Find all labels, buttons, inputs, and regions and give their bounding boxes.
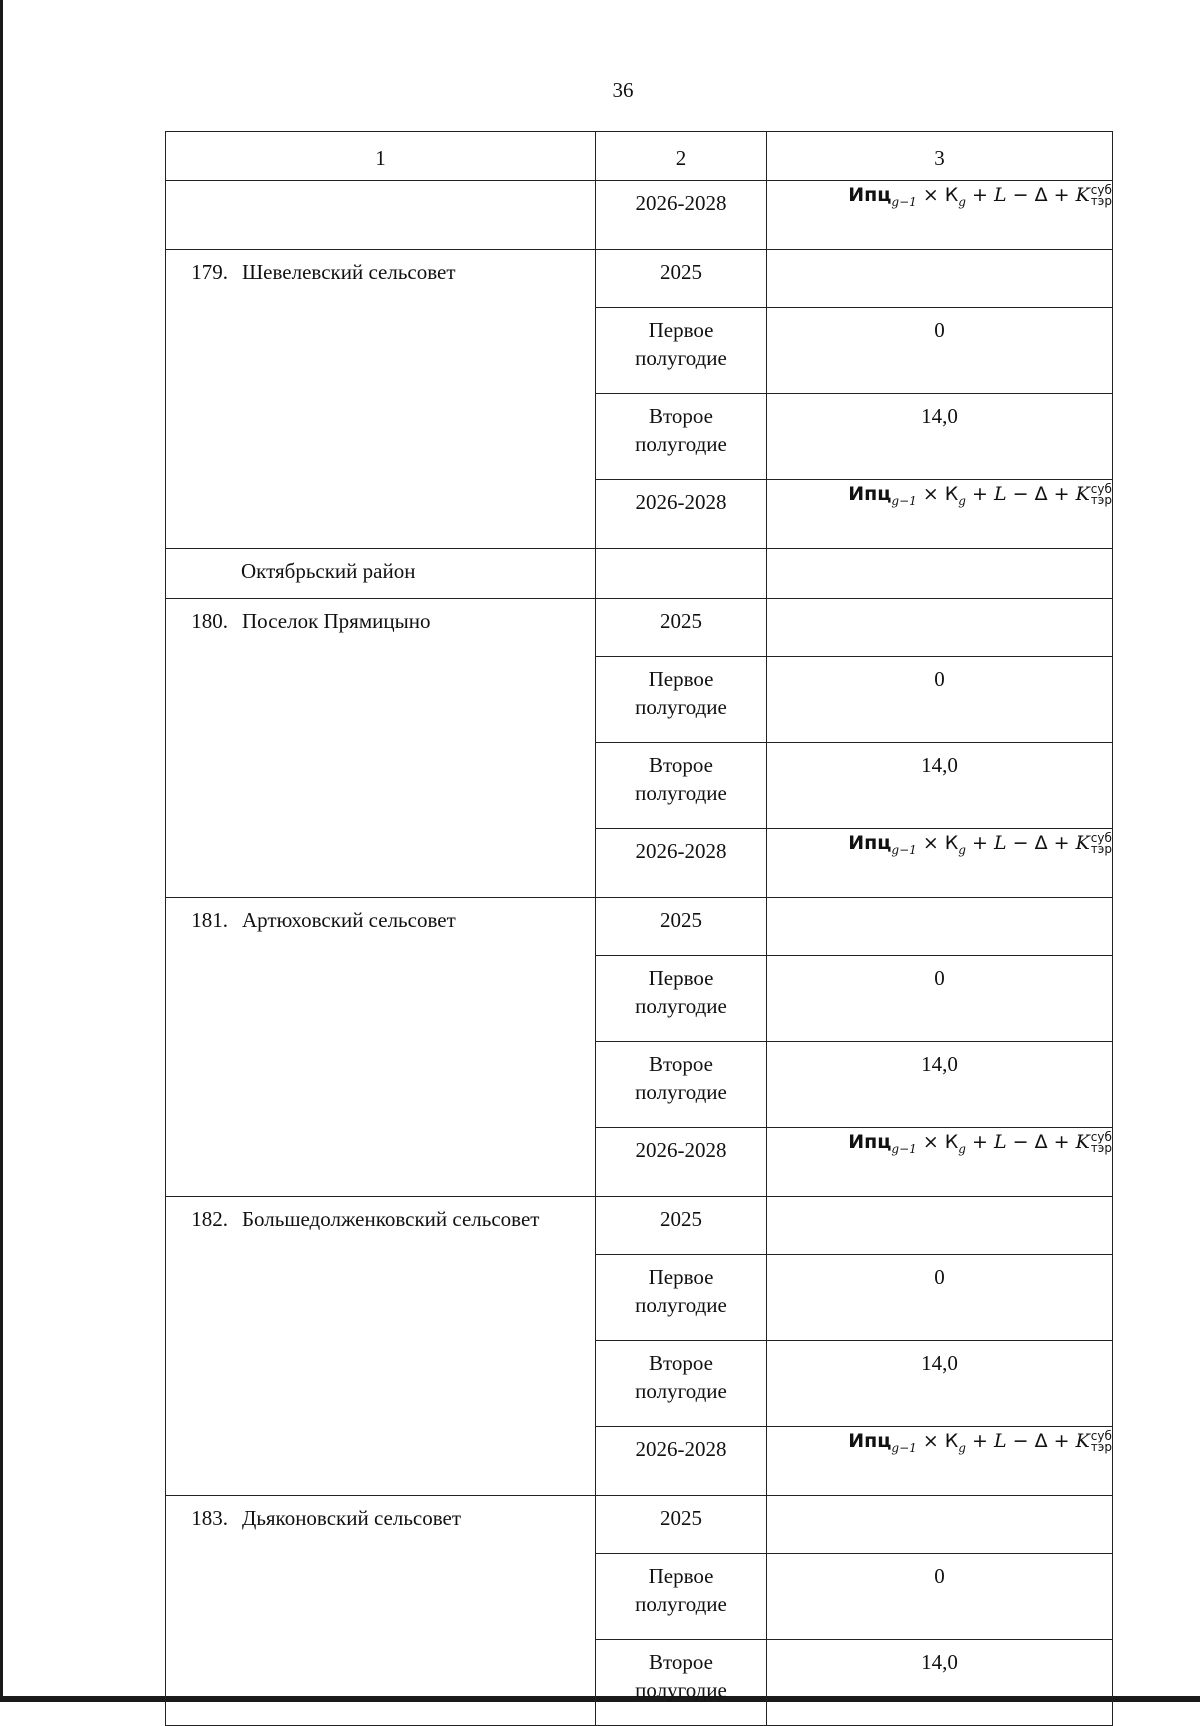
district-value-cell — [767, 549, 1113, 599]
settlement-cell — [166, 181, 596, 250]
settlement-name: Большедолженковский сельсовет — [242, 1207, 540, 1231]
period-cell: Первое полугодие — [596, 1255, 767, 1341]
table-row — [166, 1496, 1113, 1554]
value-cell: 0 — [767, 657, 1113, 743]
formula-ipc: Ипц — [848, 483, 892, 505]
value-cell: 14,0 — [767, 743, 1113, 829]
row-number: 179. — [191, 260, 228, 284]
period-cell: Второе полугодие — [596, 1042, 767, 1128]
header-col-2: 2 — [596, 132, 767, 181]
value-cell: 14,0 — [767, 394, 1113, 480]
settlement-name: Поселок Прямицыно — [242, 609, 431, 633]
settlement-name: Дьяконовский сельсовет — [242, 1506, 462, 1530]
value-cell: 14,0 — [767, 1341, 1113, 1427]
period-cell: 2025 — [596, 1496, 767, 1554]
period-cell: Первое полугодие — [596, 657, 767, 743]
district-name-cell — [166, 549, 596, 599]
formula-cell: $Ипц_{g-1} \times К_g + L - \Delta + K$ суб тэр — [767, 181, 1113, 250]
period-cell: Второе полугодие — [596, 743, 767, 829]
formula-ipc: Ипц — [848, 832, 892, 854]
value-cell — [767, 599, 1113, 657]
table-header-row — [166, 132, 1113, 181]
period-cell: 2025 — [596, 250, 767, 308]
page-number: 36 — [612, 78, 634, 102]
row-number: 180. — [191, 609, 228, 633]
value-cell: 0 — [767, 956, 1113, 1042]
formula-cell: $Ипц_{g-1} \times К_g + L - \Delta + K$ суб тэр — [767, 1128, 1113, 1197]
settlement-cell — [166, 1496, 596, 1726]
period-cell: 2026-2028 — [596, 829, 767, 898]
period-cell: Второе полугодие — [596, 394, 767, 480]
table-row — [166, 898, 1113, 956]
period-cell: Второе полугодие — [596, 1341, 767, 1427]
period-cell: 2026-2028 — [596, 181, 767, 250]
value-cell: 14,0 — [767, 1042, 1113, 1128]
settlement-cell — [166, 898, 596, 1197]
formula-cell: $Ипц_{g-1} \times К_g + L - \Delta + K$ суб тэр — [767, 1427, 1113, 1496]
value-cell: 0 — [767, 1554, 1113, 1640]
tariff-table — [165, 131, 1113, 1726]
district-name: Октябрьский район — [241, 559, 416, 583]
value-cell — [767, 1496, 1113, 1554]
settlement-cell — [166, 1197, 596, 1496]
row-number: 182. — [191, 1207, 228, 1231]
period-cell: Первое полугодие — [596, 956, 767, 1042]
value-cell — [767, 1197, 1113, 1255]
period-cell: Первое полугодие — [596, 1554, 767, 1640]
district-period-cell — [596, 549, 767, 599]
period-cell: Второе полугодие — [596, 1640, 767, 1726]
row-number: 181. — [191, 908, 228, 932]
value-cell — [767, 898, 1113, 956]
scan-edge-left — [0, 0, 3, 1702]
period-cell: 2026-2028 — [596, 1128, 767, 1197]
table-row — [166, 181, 1113, 250]
settlement-name: Шевелевский сельсовет — [242, 260, 456, 284]
period-cell: 2025 — [596, 898, 767, 956]
table-row — [166, 250, 1113, 308]
period-cell: 2025 — [596, 1197, 767, 1255]
period-cell: 2026-2028 — [596, 480, 767, 549]
formula-ipc: Ипц — [848, 1131, 892, 1153]
settlement-cell — [166, 599, 596, 898]
row-number: 183. — [191, 1506, 228, 1530]
formula-ipc: Ипц — [848, 184, 892, 206]
value-cell: 0 — [767, 308, 1113, 394]
value-cell: 14,0 — [767, 1640, 1113, 1726]
table-row — [166, 1197, 1113, 1255]
formula-cell: $Ипц_{g-1} \times К_g + L - \Delta + K$ суб тэр — [767, 480, 1113, 549]
header-col-3: 3 — [767, 132, 1113, 181]
district-row — [166, 549, 1113, 599]
value-cell: 0 — [767, 1255, 1113, 1341]
period-cell: 2025 — [596, 599, 767, 657]
period-cell: 2026-2028 — [596, 1427, 767, 1496]
header-col-1: 1 — [166, 132, 596, 181]
table-row — [166, 599, 1113, 657]
formula-ipc: Ипц — [848, 1430, 892, 1452]
formula-cell: $Ипц_{g-1} \times К_g + L - \Delta + K$ суб тэр — [767, 829, 1113, 898]
settlement-cell — [166, 250, 596, 549]
value-cell — [767, 250, 1113, 308]
settlement-name: Артюховский сельсовет — [242, 908, 456, 932]
period-cell: Первое полугодие — [596, 308, 767, 394]
